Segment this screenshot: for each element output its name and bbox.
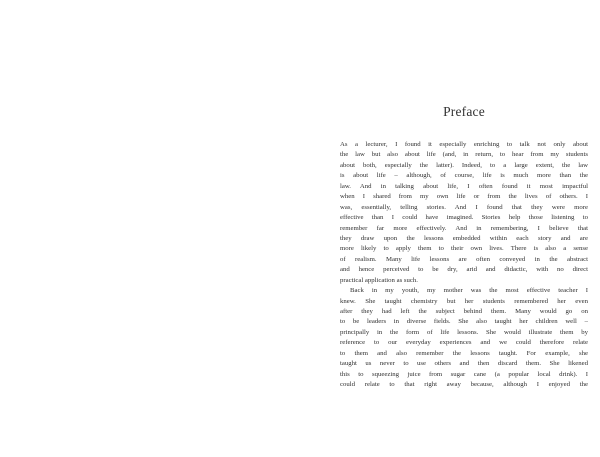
- right-page: [340, 0, 600, 457]
- text-line: principally in the form of life lessons. She would illustrate them by: [340, 328, 588, 336]
- text-line: could relate to that right away because, although I enjoyed the: [340, 381, 588, 389]
- text-line: they draw upon the lessons embedded within each story and are: [340, 234, 588, 242]
- text-line: reference to our everyday experiences and we could therefore relate: [340, 339, 588, 347]
- text-line: the law but also about life (and, in return, to hear from my students: [340, 151, 588, 159]
- text-line: remember far more effectively. And in remembering, I believe that: [340, 224, 588, 232]
- text-line: As a lecturer, I found it especially enriching to talk not only about: [340, 141, 588, 148]
- chapter-title: Preface: [443, 104, 485, 119]
- text-line: after they had left the subject behind them. Many would go on: [340, 308, 588, 315]
- text-line: more likely to apply them to their own lives. There is also a sense: [340, 245, 588, 253]
- text-line: Back in my youth, my mother was the most effective teacher I: [350, 287, 588, 295]
- text-line: this to squeezing juice from sugar cane (a popular local drink). I: [340, 370, 588, 378]
- text-line: knew. She taught chemistry but her students remembered her even: [340, 297, 588, 305]
- text-line: and hence perceived to be dry, arid and didactic, with no direct: [340, 266, 588, 274]
- text-line: about both, especially the latter). Indeed, to a large extent, the law: [340, 161, 588, 169]
- paragraph-1: [340, 140, 588, 286]
- text-line: taught us never to use others and then discard them. She likened: [340, 360, 588, 368]
- body-text: [340, 140, 588, 391]
- text-line: practical application as such.: [340, 276, 418, 284]
- text-line: when I shared from my own life or from the lives of others. I: [340, 193, 588, 201]
- text-line: law. And in talking about life, I often found it most impactful: [340, 182, 588, 190]
- text-line: to them and also remember the lessons taught. For example, she: [340, 349, 588, 357]
- text-line: to be leaders in diverse fields. She also taught her children well –: [340, 318, 588, 326]
- text-line: effective than I could have imagined. Stories help those listening to: [340, 214, 588, 222]
- text-line: is about life – although, of course, life is much more than the: [340, 172, 588, 180]
- text-line: of realism. Many life lessons are often conveyed in the abstract: [340, 255, 588, 263]
- text-line: was, essentially, telling stories. And I found that they were more: [340, 203, 588, 211]
- paragraph-2: [340, 286, 588, 390]
